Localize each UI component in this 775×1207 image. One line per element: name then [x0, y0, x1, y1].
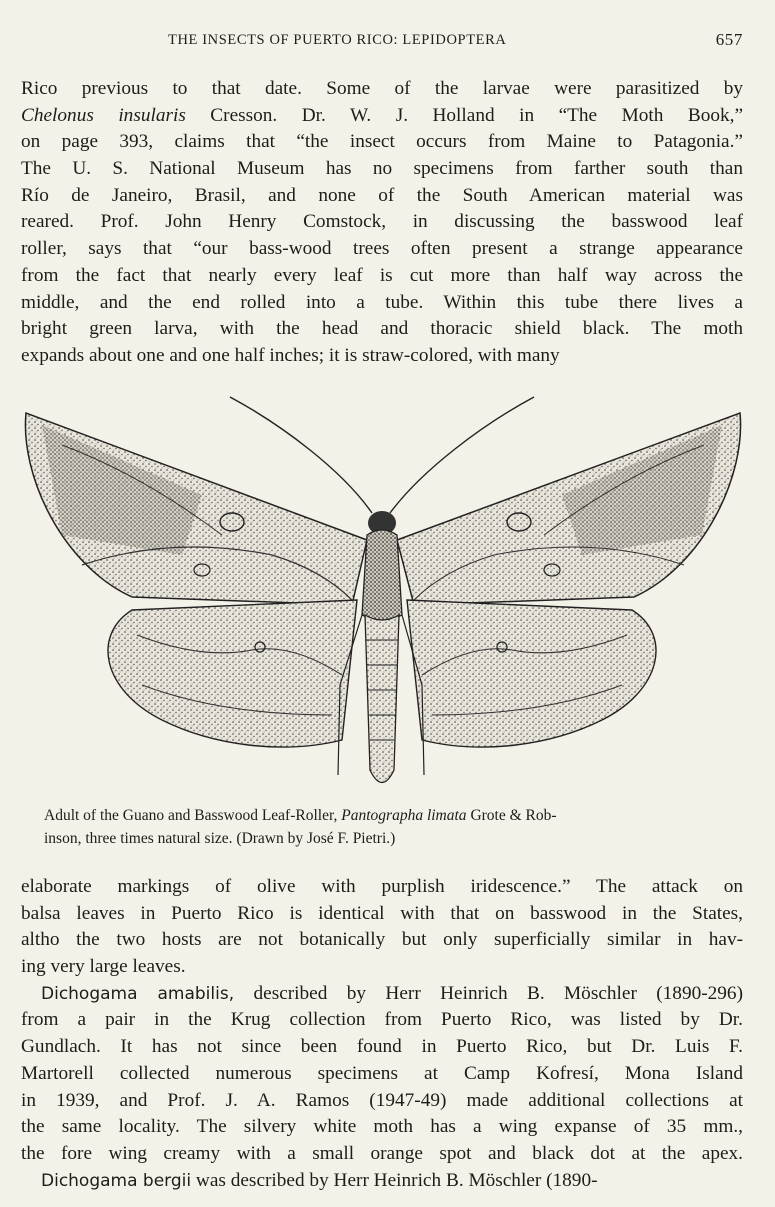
caption-part-1: Adult of the Guano and Basswood Leaf-Roller,: [44, 807, 342, 824]
p1-line: balsa leaves in Puerto Rico is identical with that on basswood in the States,: [21, 902, 743, 924]
p2-line: the same locality. The silvery white moth has a wing expanse of 35 mm.,: [21, 1116, 743, 1138]
line-text: Cresson. Dr. W. J. Holland in “The Moth Book,”: [185, 104, 743, 126]
line-text: on page 393, claims that “the insect occurs from Maine to Patagonia.”: [21, 131, 743, 153]
running-header: [20, 30, 743, 52]
caption-species: Pantographa limata: [341, 807, 467, 824]
p2-line: in 1939, and Prof. J. A. Ramos (1947-49) made additional collections at: [21, 1089, 743, 1111]
p2-line: from a pair in the Krug collection from Puerto Rico, was listed by Dr.: [21, 1009, 743, 1031]
p2-line: the fore wing creamy with a small orange spot and black dot at the apex.: [21, 1142, 743, 1164]
line-text: expands about one and one half inches; it is straw-colored, with many: [21, 344, 560, 366]
line-text: Río de Janeiro, Brasil, and none of the South American material was: [21, 184, 743, 206]
paragraph-line: [21, 156, 743, 183]
paragraph-line: [21, 263, 743, 290]
paragraph-line: [21, 129, 743, 156]
moth-illustration: [22, 385, 744, 800]
paragraph-line: [21, 103, 743, 130]
p2-line: Gundlach. It has not since been found in Puerto Rico, but Dr. Luis F.: [21, 1036, 743, 1058]
caption-line-2: inson, three times natural size. (Drawn by José F. Pietri.): [44, 830, 396, 847]
paragraph-line: [21, 209, 743, 236]
line-text: roller, says that “our bass-wood trees often present a strange appearance: [21, 238, 743, 260]
bottom-paragraphs: [21, 874, 743, 1194]
running-title: THE INSECTS OF PUERTO RICO: LEPIDOPTERA: [168, 32, 507, 48]
paragraph-line: [21, 290, 743, 317]
line-text: Rico previous to that date. Some of the larvae were parasitized by: [21, 78, 743, 99]
line-text: The U. S. National Museum has no specimens from farther south than: [21, 158, 743, 180]
paragraph-line: [21, 343, 743, 370]
p2-first-text: described by Herr Heinrich B. Möschler (1890-296): [234, 982, 743, 1004]
paragraph-line: [21, 236, 743, 263]
paragraph-line: [21, 76, 743, 103]
line-text: from the fact that nearly every leaf is cut more than half way across the: [21, 264, 743, 286]
figure-caption: [44, 804, 744, 850]
p3-first-text: was described by Herr Heinrich B. Möschler (1890-: [191, 1169, 598, 1191]
species-term: Dichogama amabilis,: [41, 983, 235, 1004]
line-text: reared. Prof. John Henry Comstock, in discussing the basswood leaf: [21, 211, 743, 233]
paragraph-line: [21, 316, 743, 343]
top-paragraph: [21, 76, 743, 370]
caption-part-2: Grote & Rob-: [466, 807, 557, 824]
species-term: Dichogama bergii: [41, 1170, 192, 1191]
p2-first-line: [21, 981, 743, 1008]
p1-line: elaborate markings of olive with purplish iridescence.” The attack on: [21, 876, 743, 897]
p3-first-line: [21, 1168, 743, 1195]
line-text: bright green larva, with the head and thoracic shield black. The moth: [21, 318, 743, 340]
p2-line: Martorell collected numerous specimens at Camp Kofresí, Mona Island: [21, 1062, 743, 1084]
page-number: 657: [715, 30, 743, 49]
line-text: middle, and the end rolled into a tube. Within this tube there lives a: [21, 291, 743, 313]
p1-line: altho the two hosts are not botanically but only superficially similar in hav-: [21, 929, 743, 951]
paragraph-line: [21, 183, 743, 210]
italic-name: Chelonus insularis: [21, 104, 186, 126]
moth-drawing: [22, 385, 744, 800]
p1-line: ing very large leaves.: [21, 956, 186, 978]
